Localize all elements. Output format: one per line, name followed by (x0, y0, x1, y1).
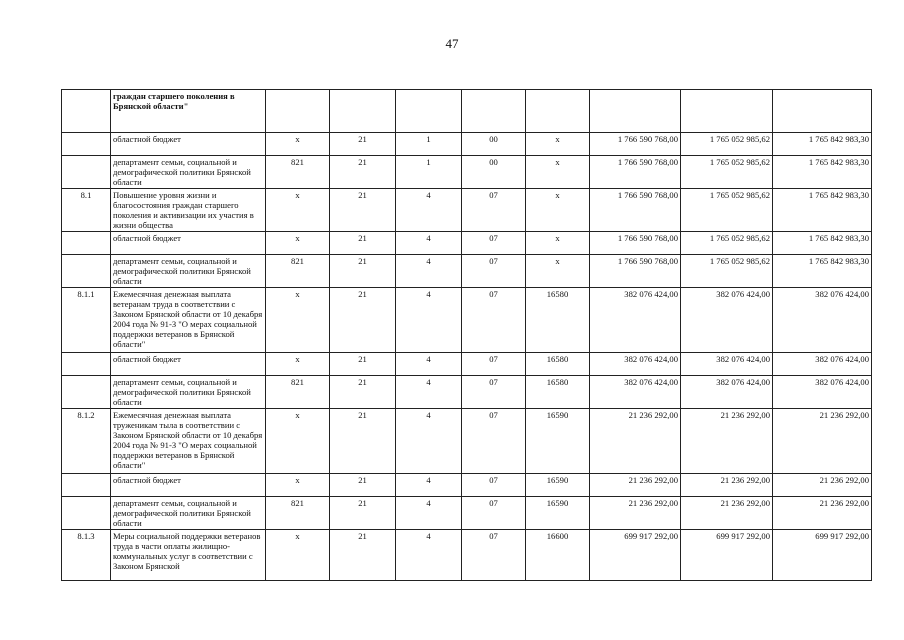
row-name: департамент семьи, социальной и демографической политики Брянской области (111, 156, 266, 189)
row-name: областной бюджет (111, 232, 266, 255)
table-row (62, 474, 872, 497)
row-admin-code: х (266, 133, 330, 156)
row-expense-code: х (526, 189, 590, 232)
table-row (62, 90, 872, 133)
row-index (62, 133, 111, 156)
row-amount-year2: 1 765 052 985,62 (681, 232, 773, 255)
row-section-code: 21 (330, 474, 396, 497)
row-amount-year1: 1 766 590 768,00 (590, 255, 681, 288)
row-program-code: 07 (462, 255, 526, 288)
row-expense-code: 16590 (526, 409, 590, 474)
row-amount-year2 (681, 90, 773, 133)
row-program-code: 07 (462, 530, 526, 581)
row-subsection-code: 4 (396, 288, 462, 353)
table-row (62, 156, 872, 189)
row-section-code: 21 (330, 376, 396, 409)
row-amount-year3: 382 076 424,00 (773, 288, 872, 353)
row-amount-year2: 21 236 292,00 (681, 409, 773, 474)
row-name: граждан старшего поколения в Брянской области" (111, 90, 266, 133)
row-amount-year1: 1 766 590 768,00 (590, 156, 681, 189)
row-expense-code: 16580 (526, 288, 590, 353)
row-subsection-code: 4 (396, 474, 462, 497)
row-amount-year2: 699 917 292,00 (681, 530, 773, 581)
table-row (62, 232, 872, 255)
row-index: 8.1.3 (62, 530, 111, 581)
row-name: Ежемесячная денежная выплата ветеранам труда в соответствии с Законом Брянской области от 10 декабря 2004 года № 91-З "О мерах социальной поддержки ветеранов в Брянской области" (111, 288, 266, 353)
row-index (62, 376, 111, 409)
row-section-code: 21 (330, 353, 396, 376)
row-expense-code: 16600 (526, 530, 590, 581)
row-subsection-code: 4 (396, 255, 462, 288)
row-program-code: 00 (462, 156, 526, 189)
row-name: Меры социальной поддержки ветеранов труда в части оплаты жилищно-коммунальных услуг в соответствии с Законом Брянской (111, 530, 266, 581)
table-row (62, 530, 872, 581)
row-section-code (330, 90, 396, 133)
row-amount-year2: 1 765 052 985,62 (681, 255, 773, 288)
row-section-code: 21 (330, 409, 396, 474)
row-index: 8.1.1 (62, 288, 111, 353)
table-row (62, 133, 872, 156)
row-amount-year2: 1 765 052 985,62 (681, 189, 773, 232)
row-section-code: 21 (330, 189, 396, 232)
row-admin-code: 821 (266, 255, 330, 288)
row-amount-year1: 382 076 424,00 (590, 288, 681, 353)
row-amount-year3: 1 765 842 983,30 (773, 156, 872, 189)
row-admin-code: 821 (266, 497, 330, 530)
row-amount-year1: 21 236 292,00 (590, 474, 681, 497)
row-section-code: 21 (330, 530, 396, 581)
row-amount-year2: 1 765 052 985,62 (681, 156, 773, 189)
row-index (62, 474, 111, 497)
table-row (62, 288, 872, 353)
row-amount-year2: 382 076 424,00 (681, 376, 773, 409)
row-expense-code: 16590 (526, 474, 590, 497)
row-expense-code: 16580 (526, 376, 590, 409)
row-section-code: 21 (330, 133, 396, 156)
row-admin-code: х (266, 474, 330, 497)
row-amount-year3: 21 236 292,00 (773, 409, 872, 474)
row-amount-year1: 699 917 292,00 (590, 530, 681, 581)
row-amount-year1: 21 236 292,00 (590, 409, 681, 474)
row-name: Ежемесячная денежная выплата труженикам тыла в соответствии с Законом Брянской области от 10 декабря 2004 года № 91-З "О мерах социальной поддержки ветеранов в Брянской области" (111, 409, 266, 474)
row-index: 8.1.2 (62, 409, 111, 474)
table-row (62, 353, 872, 376)
row-program-code (462, 90, 526, 133)
row-name: областной бюджет (111, 133, 266, 156)
row-expense-code: х (526, 255, 590, 288)
row-amount-year1: 21 236 292,00 (590, 497, 681, 530)
table-row (62, 255, 872, 288)
row-amount-year3: 21 236 292,00 (773, 497, 872, 530)
row-admin-code (266, 90, 330, 133)
row-amount-year3: 1 765 842 983,30 (773, 133, 872, 156)
row-subsection-code (396, 90, 462, 133)
row-name: департамент семьи, социальной и демографической политики Брянской области (111, 255, 266, 288)
row-amount-year3 (773, 90, 872, 133)
row-subsection-code: 4 (396, 353, 462, 376)
page-number: 47 (445, 36, 459, 51)
row-program-code: 00 (462, 133, 526, 156)
table-row (62, 409, 872, 474)
row-admin-code: х (266, 288, 330, 353)
row-expense-code: х (526, 232, 590, 255)
row-program-code: 07 (462, 189, 526, 232)
row-index (62, 156, 111, 189)
row-amount-year3: 382 076 424,00 (773, 353, 872, 376)
row-section-code: 21 (330, 288, 396, 353)
row-subsection-code: 4 (396, 376, 462, 409)
row-program-code: 07 (462, 376, 526, 409)
row-subsection-code: 4 (396, 497, 462, 530)
row-admin-code: х (266, 409, 330, 474)
row-subsection-code: 4 (396, 530, 462, 581)
row-amount-year1: 1 766 590 768,00 (590, 189, 681, 232)
row-admin-code: х (266, 530, 330, 581)
row-program-code: 07 (462, 353, 526, 376)
row-amount-year3: 699 917 292,00 (773, 530, 872, 581)
row-amount-year1: 382 076 424,00 (590, 353, 681, 376)
row-amount-year1: 382 076 424,00 (590, 376, 681, 409)
row-admin-code: х (266, 232, 330, 255)
table-row (62, 497, 872, 530)
row-section-code: 21 (330, 232, 396, 255)
row-program-code: 07 (462, 232, 526, 255)
row-admin-code: 821 (266, 376, 330, 409)
row-amount-year2: 21 236 292,00 (681, 497, 773, 530)
row-expense-code: 16590 (526, 497, 590, 530)
row-amount-year1: 1 766 590 768,00 (590, 232, 681, 255)
row-subsection-code: 4 (396, 232, 462, 255)
row-amount-year3: 382 076 424,00 (773, 376, 872, 409)
row-admin-code: 821 (266, 156, 330, 189)
row-program-code: 07 (462, 497, 526, 530)
row-name: Повышение уровня жизни и благосостояния граждан старшего поколения и активизации их участия в жизни общества (111, 189, 266, 232)
row-subsection-code: 1 (396, 133, 462, 156)
row-section-code: 21 (330, 255, 396, 288)
row-expense-code: х (526, 156, 590, 189)
row-admin-code: х (266, 353, 330, 376)
row-subsection-code: 4 (396, 189, 462, 232)
row-amount-year2: 21 236 292,00 (681, 474, 773, 497)
row-amount-year1: 1 766 590 768,00 (590, 133, 681, 156)
row-index (62, 255, 111, 288)
budget-table (61, 89, 872, 581)
row-index (62, 232, 111, 255)
row-amount-year3: 1 765 842 983,30 (773, 232, 872, 255)
row-index: 8.1 (62, 189, 111, 232)
row-expense-code (526, 90, 590, 133)
row-admin-code: х (266, 189, 330, 232)
row-program-code: 07 (462, 474, 526, 497)
row-amount-year3: 21 236 292,00 (773, 474, 872, 497)
row-program-code: 07 (462, 409, 526, 474)
row-amount-year2: 382 076 424,00 (681, 288, 773, 353)
row-index (62, 497, 111, 530)
row-name: областной бюджет (111, 353, 266, 376)
row-index (62, 90, 111, 133)
table-row (62, 376, 872, 409)
table-row (62, 189, 872, 232)
row-amount-year2: 1 765 052 985,62 (681, 133, 773, 156)
row-program-code: 07 (462, 288, 526, 353)
row-amount-year1 (590, 90, 681, 133)
row-index (62, 353, 111, 376)
row-subsection-code: 4 (396, 409, 462, 474)
row-section-code: 21 (330, 156, 396, 189)
row-amount-year3: 1 765 842 983,30 (773, 189, 872, 232)
row-amount-year3: 1 765 842 983,30 (773, 255, 872, 288)
row-name: департамент семьи, социальной и демографической политики Брянской области (111, 497, 266, 530)
row-section-code: 21 (330, 497, 396, 530)
row-amount-year2: 382 076 424,00 (681, 353, 773, 376)
row-name: областной бюджет (111, 474, 266, 497)
row-expense-code: х (526, 133, 590, 156)
row-expense-code: 16580 (526, 353, 590, 376)
row-subsection-code: 1 (396, 156, 462, 189)
row-name: департамент семьи, социальной и демографической политики Брянской области (111, 376, 266, 409)
